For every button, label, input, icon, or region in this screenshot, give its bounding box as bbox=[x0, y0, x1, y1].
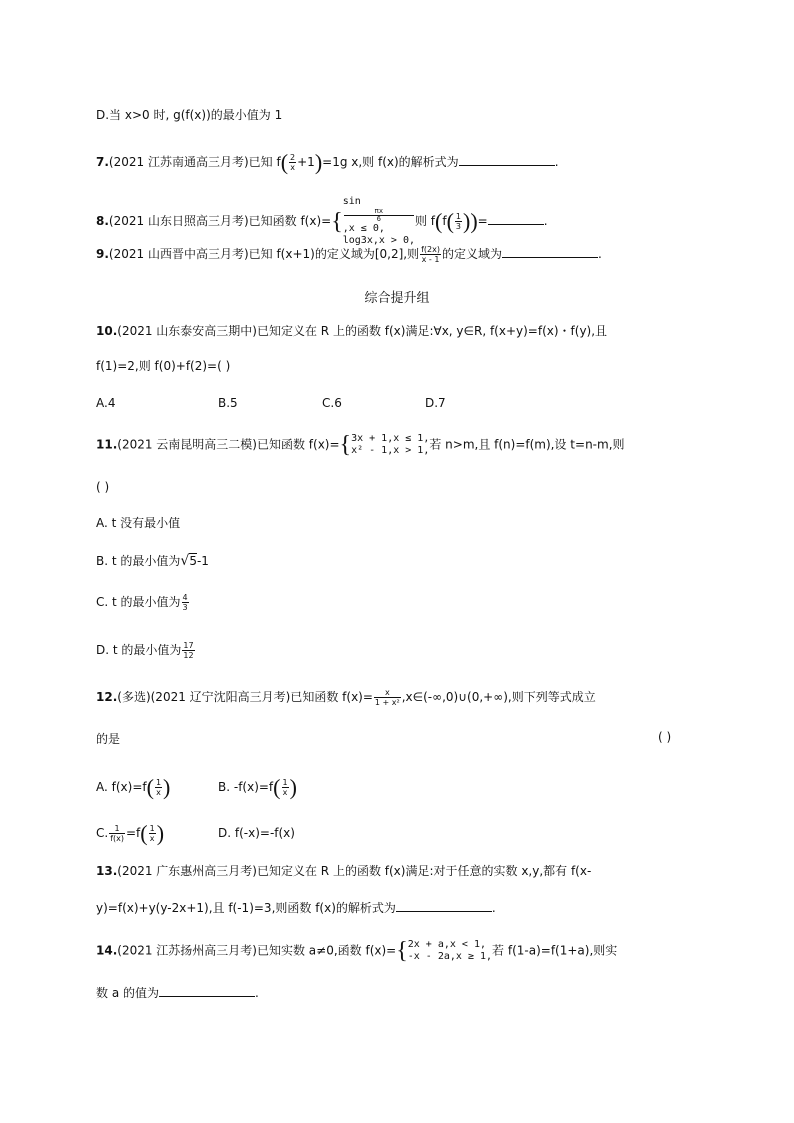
numerator: 1 bbox=[455, 212, 462, 221]
question-text: (多选)(2021 辽宁沈阳高三月考)已知函数 f(x)= bbox=[117, 690, 373, 704]
plus-one: +1 bbox=[297, 155, 315, 169]
answer-blank[interactable] bbox=[459, 153, 555, 166]
question-text-tail: 若 n>m,且 f(n)=f(m),设 t=n-m,则 bbox=[429, 437, 625, 452]
numerator: f(2x) bbox=[421, 245, 440, 254]
question-number: 11. bbox=[96, 437, 118, 452]
option-d[interactable]: D.7 bbox=[425, 396, 446, 410]
piecewise-cases bbox=[408, 939, 492, 963]
question-text-tail: ,x∈(-∞,0)∪(0,+∞),则下列等式成立 bbox=[401, 690, 596, 704]
question-text: y)=f(x)+y(y-2x+1),且 f(-1)=3,则函数 f(x)的解析式为 bbox=[96, 901, 396, 915]
radicand: 5 bbox=[189, 554, 197, 568]
option-b[interactable] bbox=[218, 774, 297, 800]
option-d[interactable] bbox=[96, 641, 196, 660]
question-text-tail: =1g x,则 f(x)的解析式为 bbox=[322, 155, 459, 169]
numerator: 1 bbox=[155, 778, 162, 787]
left-paren: ( bbox=[435, 208, 443, 234]
denominator: x bbox=[290, 163, 295, 172]
question-13-line-2 bbox=[96, 899, 496, 917]
left-paren: ( bbox=[280, 149, 289, 175]
right-paren: ) bbox=[289, 774, 297, 800]
period: . bbox=[491, 901, 496, 915]
brace: { bbox=[331, 208, 343, 235]
option-b-tail: -1 bbox=[196, 554, 209, 568]
question-text: 数 a 的值为 bbox=[96, 986, 159, 1000]
question-number: 8. bbox=[96, 214, 109, 228]
option-c[interactable] bbox=[96, 820, 165, 846]
denominator: 3 bbox=[182, 603, 188, 612]
option-b[interactable] bbox=[96, 552, 209, 569]
question-9 bbox=[96, 245, 602, 264]
question-number: 7. bbox=[96, 155, 109, 169]
numerator: πx bbox=[344, 208, 414, 216]
denominator: 3 bbox=[455, 222, 462, 231]
question-7 bbox=[96, 149, 559, 175]
numerator: 1 bbox=[149, 824, 155, 833]
denominator: x - 1 bbox=[421, 255, 440, 264]
option-a[interactable] bbox=[96, 774, 171, 800]
numerator: 1 bbox=[282, 778, 288, 787]
case-2: -x - 2a,x ≥ 1, bbox=[407, 951, 493, 962]
question-12-line-2: 的是 bbox=[96, 732, 121, 746]
fraction bbox=[282, 778, 289, 797]
numerator: 17 bbox=[183, 641, 194, 650]
answer-paren: ( ) bbox=[96, 480, 110, 494]
left-paren: ( bbox=[140, 820, 148, 846]
numerator: x bbox=[374, 688, 401, 698]
option-d-text: D. t 的最小值为 bbox=[96, 643, 182, 657]
question-text: (2021 山东泰安高三期中)已知定义在 R 上的函数 f(x)满足:∀x, y∈R, f(x+y)=f(x)・f(y),且 bbox=[117, 324, 608, 338]
question-number: 14. bbox=[96, 943, 118, 958]
right-paren: ) bbox=[463, 208, 471, 234]
denominator: 1 + x² bbox=[374, 698, 400, 707]
question-8 bbox=[96, 196, 548, 247]
denominator: f(x) bbox=[110, 834, 124, 843]
question-14-line-2 bbox=[96, 984, 259, 1002]
brace: { bbox=[339, 432, 352, 458]
fraction bbox=[374, 688, 401, 707]
inner-f: f bbox=[442, 214, 447, 228]
case-2: log3x,x > 0, bbox=[342, 235, 415, 246]
piecewise-cases bbox=[343, 196, 415, 247]
case-1: 2x + a,x < 1, bbox=[407, 939, 487, 950]
answer-blank[interactable] bbox=[396, 899, 492, 912]
question-text: (2021 江苏南通高三月考)已知 f bbox=[108, 155, 281, 169]
brace: { bbox=[396, 938, 408, 964]
case-1: 3x + 1,x ≤ 1, bbox=[351, 433, 430, 444]
fraction bbox=[420, 245, 441, 264]
fraction bbox=[182, 641, 194, 660]
numerator: 4 bbox=[182, 593, 188, 602]
right-paren: ) bbox=[470, 208, 478, 234]
option-b-text: B. t 的最小值为 bbox=[96, 554, 181, 568]
question-13 bbox=[96, 862, 591, 880]
option-b[interactable]: B.5 bbox=[218, 396, 238, 410]
case-2: x² - 1,x > 1, bbox=[351, 445, 430, 456]
period: . bbox=[598, 247, 602, 261]
left-paren: ( bbox=[273, 774, 281, 800]
answer-paren: ( ) bbox=[658, 730, 672, 744]
denominator: x bbox=[149, 834, 155, 843]
question-number: 10. bbox=[96, 324, 118, 338]
left-paren: ( bbox=[146, 774, 154, 800]
option-a[interactable]: A. t 没有最小值 bbox=[96, 516, 181, 530]
option-c[interactable]: C.6 bbox=[322, 396, 342, 410]
question-14 bbox=[96, 939, 617, 963]
question-text-tail: 的定义域为 bbox=[442, 247, 503, 261]
case-1-fraction bbox=[344, 208, 414, 223]
right-paren: ) bbox=[163, 774, 171, 800]
option-b-text: B. -f(x)=f bbox=[218, 780, 274, 794]
question-number: 13. bbox=[96, 864, 118, 878]
fraction bbox=[149, 824, 156, 843]
question-text-tail: 若 f(1-a)=f(1+a),则实 bbox=[492, 943, 618, 958]
question-10-line-2: f(1)=2,则 f(0)+f(2)=( ) bbox=[96, 359, 231, 373]
fraction bbox=[455, 212, 462, 231]
question-10 bbox=[96, 322, 607, 340]
option-c-mid: =f bbox=[126, 826, 141, 840]
question-number: 9. bbox=[96, 247, 109, 261]
case-1-func: sin bbox=[342, 196, 361, 207]
right-paren: ) bbox=[314, 149, 323, 175]
option-c-text: C. bbox=[96, 826, 109, 840]
fraction bbox=[155, 778, 162, 797]
case-1-cond: ,x ≤ 0, bbox=[342, 223, 385, 234]
denominator: 6 bbox=[376, 215, 381, 223]
question-text: (2021 江苏扬州高三月考)已知实数 a≠0,函数 f(x)= bbox=[117, 943, 397, 958]
question-text: (2021 山东日照高三月考)已知函数 f(x)= bbox=[108, 214, 332, 228]
case-1 bbox=[343, 196, 415, 235]
numerator: 1 bbox=[109, 824, 125, 834]
option-c-text: C. t 的最小值为 bbox=[96, 595, 181, 609]
period: . bbox=[554, 155, 559, 169]
question-number: 12. bbox=[96, 690, 118, 704]
fraction bbox=[289, 153, 296, 172]
option-d[interactable]: D. f(-x)=-f(x) bbox=[218, 826, 295, 840]
right-paren: ) bbox=[156, 820, 165, 846]
denominator: x bbox=[156, 788, 161, 797]
fraction bbox=[182, 593, 189, 612]
denominator: x bbox=[282, 788, 288, 797]
sqrt-icon: √ bbox=[180, 553, 190, 569]
numerator: 2 bbox=[290, 153, 296, 162]
answer-blank[interactable] bbox=[488, 212, 544, 225]
question-text-mid: 则 f bbox=[414, 214, 436, 228]
fraction bbox=[109, 824, 125, 843]
question-text: (2021 云南昆明高三二模)已知函数 f(x)= bbox=[117, 437, 340, 452]
denominator: 12 bbox=[183, 651, 194, 660]
question-text: (2021 山西晋中高三月考)已知 f(x+1)的定义域为[0,2],则 bbox=[108, 247, 420, 261]
answer-blank[interactable] bbox=[159, 984, 255, 997]
section-title: 综合提升组 bbox=[364, 291, 430, 306]
option-a-text: A. f(x)=f bbox=[96, 780, 147, 794]
period: . bbox=[543, 214, 548, 228]
piecewise-cases bbox=[351, 433, 429, 457]
option-c[interactable] bbox=[96, 593, 190, 612]
left-paren: ( bbox=[446, 208, 454, 234]
question-11 bbox=[96, 433, 625, 457]
question-12 bbox=[96, 688, 596, 707]
q6-option-d: D.当 x>0 时, g(f(x))的最小值为 1 bbox=[96, 108, 283, 122]
question-text: (2021 广东惠州高三月考)已知定义在 R 上的函数 f(x)满足:对于任意的实数 x,y,都有 f(x- bbox=[117, 864, 592, 878]
equals: = bbox=[477, 214, 488, 228]
option-a[interactable]: A.4 bbox=[96, 396, 116, 410]
period: . bbox=[254, 986, 259, 1000]
answer-blank[interactable] bbox=[502, 245, 598, 258]
